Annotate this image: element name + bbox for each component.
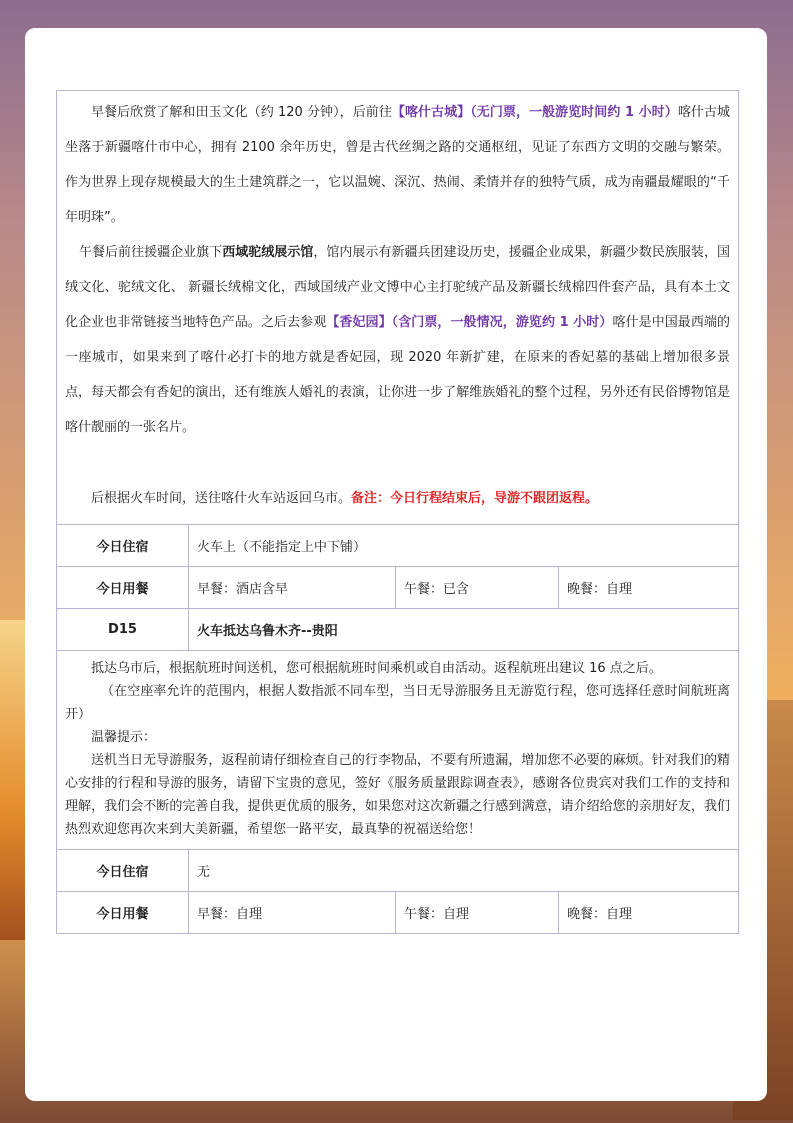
text: 喀什是中国最西端的一座城市，如果来到了喀什必打卡的地方就是香妃园，现 2020 年新扩建，在原来的香妃墓的基础上增加很多景点，每天都会有香妃的演出，还有维族人婚礼的表演，让你进一步了解维族婚礼的整个过程，另外还有民俗博物馆是喀什靓丽的一张名片。: [65, 315, 730, 435]
dinner-cell: 晚餐：自理: [567, 582, 633, 597]
day-route: 火车抵达乌鲁木齐--贵阳: [197, 624, 338, 639]
text: 午餐后前往援疆企业旗下: [79, 245, 223, 260]
breakfast-cell: 早餐：酒店含早: [189, 567, 396, 608]
meal-label: 今日用餐: [57, 892, 189, 933]
text: ，馆内展示有新疆兵团建设历史，援疆企业成果，新疆少数民族服装，国绒文化、驼绒文化、 新疆长绒棉文化，西域国绒产业文博中心主打驼绒产品及新疆长绒棉四件套产品，具有本土文化企业也非常链接当地特色产品。之后去参观: [65, 245, 730, 330]
day15-meal-row: [57, 892, 738, 934]
day14-paragraph-2: [65, 235, 730, 445]
day14-meal-row: [57, 567, 738, 609]
breakfast-cell: 早餐：自理: [189, 892, 396, 933]
remark-note: 备注：今日行程结束后，导游不跟团返程。: [351, 491, 599, 506]
day15-header-row: [57, 609, 738, 651]
day14-paragraph-3: [65, 481, 730, 516]
text: 喀什古城坐落于新疆喀什市中心，拥有 2100 余年历史，曾是古代丝绸之路的交通枢纽，见证了东西方文明的交融与繁荣。作为世界上现存规模最大的生土建筑群之一，它以温婉、深沉、热闹、柔情并存的独特气质，成为南疆最耀眼的“千年明珠”。: [65, 105, 730, 225]
text: 后根据火车时间，送往喀什火车站返回乌市。: [91, 491, 352, 506]
stay-value: 无: [197, 865, 211, 880]
dinner-cell: 晚餐：自理: [567, 907, 633, 922]
day14-stay-row: [57, 525, 738, 567]
day15-paragraph-2: （在空座率允许的范围内，根据人数指派不同车型，当日无导游服务且无游览行程，您可选择任意时间航班离开）: [65, 684, 730, 722]
stay-label: 今日住宿: [57, 525, 189, 566]
day15-paragraph-1: 抵达乌市后，根据航班时间送机，您可根据航班时间乘机或自由活动。返程航班出建议 16 点之后。: [91, 661, 662, 676]
day15-description: [57, 651, 738, 850]
day14-description: [57, 91, 738, 525]
spacer: [65, 445, 730, 481]
day14-paragraph-1: [65, 95, 730, 235]
attraction-camel-wool-hall: 西域驼绒展示馆: [222, 245, 314, 260]
lunch-cell: 午餐：已含: [396, 567, 559, 608]
lunch-cell: 午餐：自理: [396, 892, 559, 933]
text: 早餐后欣赏了解和田玉文化（约 120 分钟），后前往: [91, 105, 392, 120]
stay-value: 火车上（不能指定上中下铺）: [197, 540, 367, 555]
day15-paragraph-4: 送机当日无导游服务，返程前请仔细检查自己的行李物品，不要有所遗漏，增加您不必要的麻烦。针对我们的精心安排的行程和导游的服务，请留下宝贵的意见，签好《服务质量跟踪调查表》，感谢各位贵宾对我们工作的支持和理解，我们会不断的完善自我，提供更优质的服务，如果您对这次新疆之行感到满意，请介绍给您的亲朋好友，我们热烈欢迎您再次来到大美新疆，希望您一路平安，最真挚的祝福送给您！: [65, 753, 730, 837]
stay-label: 今日住宿: [57, 850, 189, 891]
itinerary-table: [56, 90, 739, 934]
day15-tips-heading: 温馨提示：: [91, 730, 157, 745]
attraction-xiangfei-garden: 【香妃园】（含门票，一般情况，游览约 1 小时）: [326, 315, 613, 330]
meal-label: 今日用餐: [57, 567, 189, 608]
day-label: D15: [57, 609, 189, 650]
attraction-kashgar-old-city: 【喀什古城】（无门票，一般游览时间约 1 小时）: [391, 105, 678, 120]
day15-stay-row: [57, 850, 738, 892]
